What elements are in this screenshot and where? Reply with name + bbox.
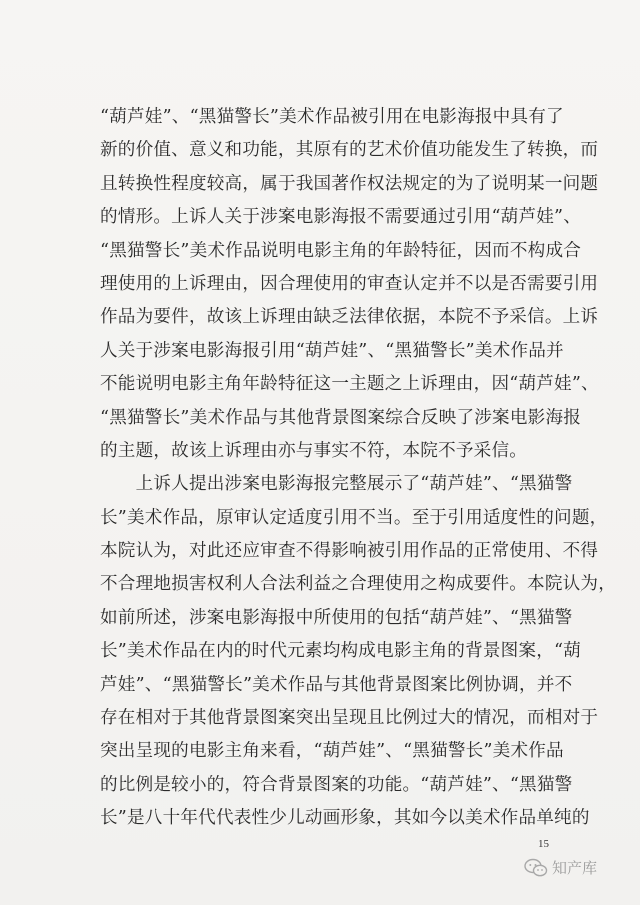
- watermark-text: 知产库: [552, 859, 598, 877]
- text-line: 人关于涉案电影海报引用“葫芦娃”、“黑猫警长”美术作品并: [100, 340, 564, 361]
- page-number: 15: [538, 838, 549, 850]
- text-line: 不能说明电影主角年龄特征这一主题之上诉理由，因“葫芦娃”、: [100, 374, 599, 395]
- text-line: 突出呈现的电影主角来看，“葫芦娃”、“黑猫警长”美术作品: [100, 741, 564, 762]
- document-body: [100, 101, 617, 836]
- text-line: 上诉人提出涉案电影海报完整展示了“葫芦娃”、“黑猫警: [100, 474, 573, 495]
- text-line: 的情形。上诉人关于涉案电影海报不需要通过引用“葫芦娃”、: [100, 207, 582, 228]
- text-line: “葫芦娃”、“黑猫警长”美术作品被引用在电影海报中具有了: [100, 107, 564, 127]
- text-line: “黑猫警长”美术作品说明电影主角的年龄特征，因而不构成合: [100, 240, 582, 261]
- text-line: 不合理地损害权利人合法利益之合理使用之构成要件。本院认为，: [100, 574, 617, 595]
- text-line: 的主题，故该上诉理由亦与事实不符，本院不予采信。: [100, 440, 528, 461]
- text-line: “黑猫警长”美术作品与其他背景图案综合反映了涉案电影海报: [100, 407, 582, 428]
- watermark: [524, 857, 597, 878]
- text-line: 长”美术作品在内的时代元素均构成电影主角的背景图案，“葫: [100, 641, 582, 662]
- text-line: 存在相对于其他背景图案突出呈现且比例过大的情况，而相对于: [100, 708, 599, 729]
- text-line: 的比例是较小的，符合背景图案的功能。“葫芦娃”、“黑猫警: [100, 774, 573, 795]
- text-line: 新的价值、意义和功能，其原有的艺术价值功能发生了转换，而: [100, 140, 599, 161]
- text-line: 长”美术作品，原审认定适度引用不当。至于引用适度性的问题，: [100, 507, 608, 528]
- text-line: 理使用的上诉理由，因合理使用的审查认定并不以是否需要引用: [100, 273, 599, 294]
- wechat-icon: [524, 858, 548, 878]
- text-line: 长”是八十年代代表性少儿动画形象，其如今以美术作品单纯的: [100, 808, 590, 829]
- text-line: 如前所述，涉案电影海报中所使用的包括“葫芦娃”、“黑猫警: [100, 607, 573, 628]
- text-line: 本院认为，对此还应审查不得影响被引用作品的正常使用、不得: [100, 541, 599, 562]
- text-line: 作品为要件，故该上诉理由缺乏法律依据，本院不予采信。上诉: [100, 307, 599, 328]
- text-line: 且转换性程度较高，属于我国著作权法规定的为了说明某一问题: [100, 173, 599, 194]
- text-line: 芦娃”、“黑猫警长”美术作品与其他背景图案比例协调，并不: [100, 674, 573, 695]
